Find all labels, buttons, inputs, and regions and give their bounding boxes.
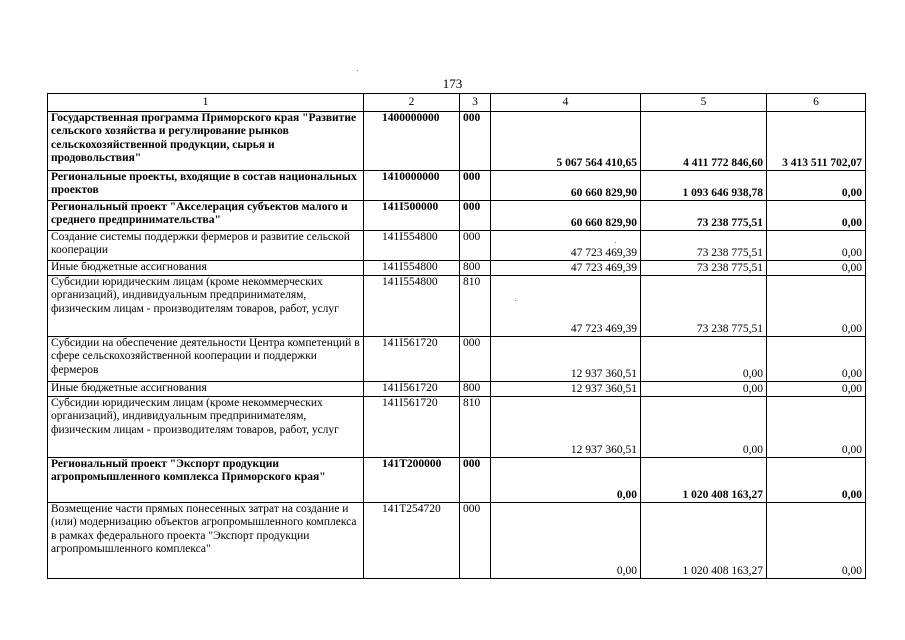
row-expense-type: 800 bbox=[460, 261, 491, 276]
row-value-col6: 0,00 bbox=[767, 337, 866, 382]
row-expense-type: 000 bbox=[460, 503, 491, 579]
row-code: 141I500000 bbox=[364, 201, 460, 231]
row-code: 1400000000 bbox=[364, 112, 460, 171]
header-cell: 5 bbox=[641, 94, 767, 112]
row-code: 141T254720 bbox=[364, 503, 460, 579]
table-row bbox=[48, 382, 866, 397]
scan-speck bbox=[357, 70, 358, 71]
row-name: Субсидии на обеспечение деятельности Центра компетенций в сфере сельскохозяйственной кооперации и поддержки фермеров bbox=[48, 337, 364, 382]
row-name: Создание системы поддержки фермеров и развитие сельской кооперации bbox=[48, 231, 364, 261]
table-row bbox=[48, 171, 866, 201]
header-cell: 1 bbox=[48, 94, 364, 112]
row-value-col5: 0,00 bbox=[641, 337, 767, 382]
row-value-col4: 47 723 469,39 bbox=[491, 231, 641, 261]
row-value-col6: 0,00 bbox=[767, 382, 866, 397]
row-value-col4: 60 660 829,90 bbox=[491, 201, 641, 231]
row-expense-type: 810 bbox=[460, 276, 491, 337]
row-value-col5: 0,00 bbox=[641, 397, 767, 458]
row-value-col5: 1 020 408 163,27 bbox=[641, 503, 767, 579]
row-code: 141I554800 bbox=[364, 276, 460, 337]
row-code: 141I554800 bbox=[364, 261, 460, 276]
row-value-col5: 73 238 775,51 bbox=[641, 261, 767, 276]
row-code: 141T200000 bbox=[364, 458, 460, 503]
row-value-col5: 73 238 775,51 bbox=[641, 231, 767, 261]
row-expense-type: 000 bbox=[460, 337, 491, 382]
row-name: Региональные проекты, входящие в состав национальных проектов bbox=[48, 171, 364, 201]
row-code: 141I561720 bbox=[364, 337, 460, 382]
row-value-col4: 0,00 bbox=[491, 458, 641, 503]
table-row bbox=[48, 112, 866, 171]
row-expense-type: 000 bbox=[460, 112, 491, 171]
row-expense-type: 000 bbox=[460, 458, 491, 503]
page-number: 173 bbox=[442, 76, 463, 91]
row-code: 141I561720 bbox=[364, 382, 460, 397]
row-expense-type: 000 bbox=[460, 231, 491, 261]
table-row bbox=[48, 337, 866, 382]
row-expense-type: 000 bbox=[460, 171, 491, 201]
row-value-col4: 5 067 564 410,65 bbox=[491, 112, 641, 171]
row-name: Региональный проект "Экспорт продукции агропромышленного комплекса Приморского края" bbox=[48, 458, 364, 503]
row-name: Иные бюджетные ассигнования bbox=[48, 261, 364, 276]
table-row bbox=[48, 261, 866, 276]
row-name: Региональный проект "Акселерация субъектов малого и среднего предпринимательства" bbox=[48, 201, 364, 231]
row-value-col4: 0,00 bbox=[491, 503, 641, 579]
row-value-col6: 0,00 bbox=[767, 276, 866, 337]
row-name: Возмещение части прямых понесенных затрат на создание и (или) модернизацию объектов агропромышленного комплекса в рамках федерального проекта "Экспорт продукции агропромышленного комплекса" bbox=[48, 503, 364, 579]
row-value-col5: 73 238 775,51 bbox=[641, 201, 767, 231]
row-value-col6: 0,00 bbox=[767, 171, 866, 201]
row-value-col5: 0,00 bbox=[641, 382, 767, 397]
table-row bbox=[48, 276, 866, 337]
row-code: 141I554800 bbox=[364, 231, 460, 261]
row-value-col6: 0,00 bbox=[767, 231, 866, 261]
row-value-col5: 1 020 408 163,27 bbox=[641, 458, 767, 503]
row-value-col4: 12 937 360,51 bbox=[491, 337, 641, 382]
row-value-col4: 12 937 360,51 bbox=[491, 382, 641, 397]
table-row bbox=[48, 503, 866, 579]
row-value-col6: 3 413 511 702,07 bbox=[767, 112, 866, 171]
row-expense-type: 810 bbox=[460, 397, 491, 458]
header-cell: 6 bbox=[767, 94, 866, 112]
row-value-col6: 0,00 bbox=[767, 458, 866, 503]
header-row bbox=[48, 94, 866, 112]
table-row bbox=[48, 201, 866, 231]
row-value-col5: 73 238 775,51 bbox=[641, 276, 767, 337]
row-value-col6: 0,00 bbox=[767, 201, 866, 231]
row-value-col4: 47 723 469,39 bbox=[491, 261, 641, 276]
row-value-col4: 60 660 829,90 bbox=[491, 171, 641, 201]
row-value-col6: 0,00 bbox=[767, 261, 866, 276]
row-value-col5: 1 093 646 938,78 bbox=[641, 171, 767, 201]
header-cell: 2 bbox=[364, 94, 460, 112]
header-cell: 4 bbox=[491, 94, 641, 112]
row-expense-type: 000 bbox=[460, 201, 491, 231]
table-row bbox=[48, 397, 866, 458]
row-name: Субсидии юридическим лицам (кроме некоммерческих организаций), индивидуальным предпринимателям, физическим лицам - производителям товаров, работ, услуг bbox=[48, 276, 364, 337]
row-value-col4: 47 723 469,39 bbox=[491, 276, 641, 337]
row-value-col6: 0,00 bbox=[767, 397, 866, 458]
budget-table bbox=[47, 93, 866, 579]
row-code: 141I561720 bbox=[364, 397, 460, 458]
row-value-col5: 4 411 772 846,60 bbox=[641, 112, 767, 171]
row-name: Государственная программа Приморского края "Развитие сельского хозяйства и регулирование рынков сельскохозяйственной продукции, сырья и продовольствия" bbox=[48, 112, 364, 171]
row-expense-type: 800 bbox=[460, 382, 491, 397]
table-row bbox=[48, 458, 866, 503]
row-name: Субсидии юридическим лицам (кроме некоммерческих организаций), индивидуальным предпринимателям, физическим лицам - производителям товаров, работ, услуг bbox=[48, 397, 364, 458]
header-cell: 3 bbox=[460, 94, 491, 112]
row-value-col6: 0,00 bbox=[767, 503, 866, 579]
row-code: 1410000000 bbox=[364, 171, 460, 201]
row-name: Иные бюджетные ассигнования bbox=[48, 382, 364, 397]
table-row bbox=[48, 231, 866, 261]
row-value-col4: 12 937 360,51 bbox=[491, 397, 641, 458]
